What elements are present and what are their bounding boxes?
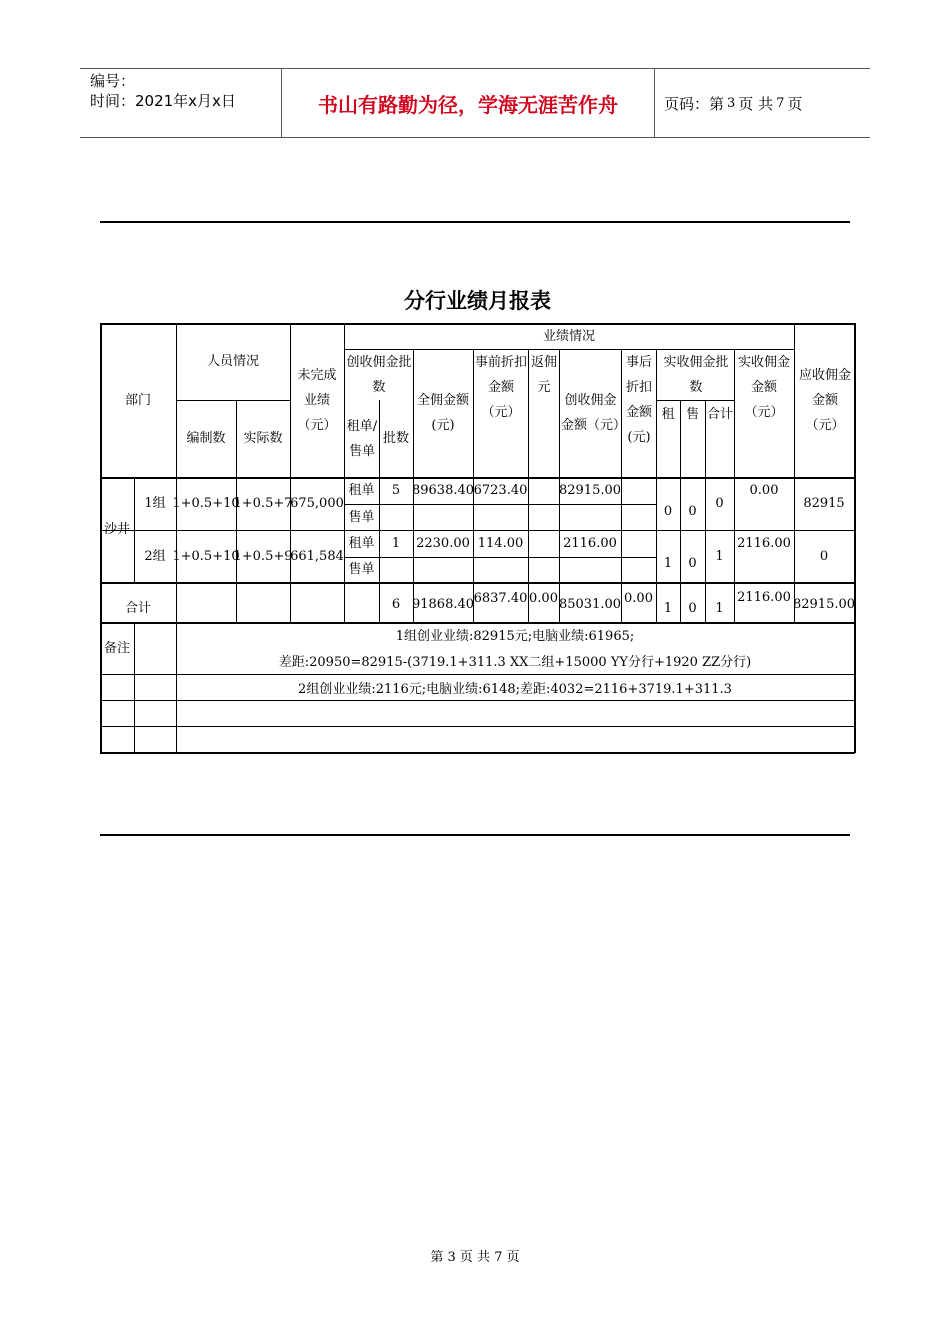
group1-sale-label: 售单 — [348, 509, 375, 525]
group2-full-amount: 2230.00 — [416, 536, 470, 551]
header-full-amount: 全佣金额(元) — [416, 393, 469, 433]
group2-pre-discount: 114.00 — [477, 536, 524, 551]
group1-unfinished: 675,000 — [290, 496, 344, 511]
group2-ab-rent: 1 — [663, 556, 673, 571]
group1-pre-discount: 6723.40 — [473, 483, 528, 498]
header-ab-rent: 租 — [661, 407, 675, 422]
group1-ab-total: 0 — [715, 495, 724, 511]
header-staff-quota: 编制数 — [186, 431, 226, 446]
header-staff: 人员情况 — [206, 354, 259, 369]
group2-rent-label: 租单 — [348, 536, 375, 551]
remark-2 — [176, 674, 854, 700]
divider-bottom — [100, 834, 850, 836]
page-end: 页 — [787, 94, 803, 113]
remark-1-line-1: 1组创业业绩:82915元;电脑业绩:61965; — [395, 629, 635, 644]
number-label: 编号： — [90, 72, 136, 90]
group1-generated: 82915.00 — [558, 483, 622, 498]
header-staff-actual: 实际数 — [243, 431, 283, 446]
page-label: 页码：第 — [664, 94, 725, 113]
group2-actual: 1+0.5+9 — [233, 548, 293, 564]
total-post-discount: 0.00 — [624, 591, 653, 606]
total-ab-sale: 0 — [688, 601, 697, 616]
header-generated: 创收佣金金额（元） — [561, 393, 627, 433]
page-indicator — [664, 69, 802, 137]
group2-generated: 2116.00 — [563, 536, 617, 551]
group2-rent-batches: 1 — [391, 536, 401, 551]
group2-name: 2组 — [144, 548, 166, 564]
header-ab-sale: 售 — [685, 407, 699, 422]
total-receivable: 82915.00 — [792, 597, 856, 612]
header-actual-amount: 实收佣金金额（元） — [737, 355, 790, 420]
document-header — [80, 68, 870, 138]
total-generated: 85031.00 — [558, 597, 622, 612]
group1-rent-batches: 5 — [391, 483, 401, 498]
group2-sale-label: 售单 — [348, 562, 375, 577]
group1-rent-label: 租单 — [348, 483, 375, 498]
header-receivable: 应收佣金金额（元） — [798, 367, 851, 433]
header-ab-total: 合计 — [707, 407, 734, 422]
group1-full-amount: 89638.40 — [411, 483, 475, 498]
total-actual-amount: 2116.00 — [737, 590, 791, 605]
branch-name: 沙井 — [103, 522, 130, 537]
total-label: 合计 — [124, 601, 151, 616]
header-batches: 创收佣金批数 — [346, 355, 412, 395]
header-batch-count: 批数 — [382, 431, 409, 446]
group2-actual-amount: 2116.00 — [737, 536, 791, 551]
group2-unfinished: 661,584 — [290, 548, 344, 564]
page-mid: 页 共 — [738, 94, 774, 113]
header-meta — [90, 71, 236, 111]
divider-top — [100, 221, 850, 223]
page-title: 分行业绩月报表 — [404, 289, 551, 313]
group1-ab-rent: 0 — [663, 504, 673, 519]
group2-ab-total: 1 — [715, 548, 724, 564]
group2-quota: 1+0.5+10 — [172, 548, 240, 564]
header-divider — [654, 69, 655, 137]
group2-ab-sale: 0 — [688, 556, 697, 571]
group1-actual-amount: 0.00 — [749, 483, 779, 498]
header-actual-batches: 实收佣金批数 — [663, 355, 729, 395]
remark-1-line-2: 差距:20950=82915-(3719.1+311.3 XX二组+15000 YY分行+1920 ZZ分行) — [278, 655, 752, 670]
header-performance: 业绩情况 — [542, 328, 595, 344]
group1-quota: 1+0.5+10 — [172, 496, 240, 511]
report-table — [100, 323, 855, 753]
header-post-discount: 事后折扣金额(元) — [625, 355, 652, 445]
total-ab-total: 1 — [715, 601, 724, 616]
page-current: 3 — [727, 95, 736, 111]
group1-actual: 1+0.5+7 — [233, 496, 293, 511]
total-ab-rent: 1 — [663, 601, 673, 616]
time-label: 时间：2021年x月x日 — [90, 92, 236, 110]
header-unfinished: 未完成业绩（元） — [297, 367, 337, 433]
motto: 书山有路勤为径，学海无涯苦作舟 — [318, 92, 618, 117]
total-rebate: 0.00 — [529, 591, 558, 606]
header-rebate: 返佣元 — [530, 355, 557, 395]
total-full-amount: 91868.40 — [411, 597, 475, 612]
group1-name: 1组 — [144, 496, 166, 511]
total-pre-discount: 6837.40 — [473, 591, 528, 606]
group1-ab-sale: 0 — [688, 504, 697, 519]
remarks-label: 备注 — [103, 640, 130, 656]
group1-receivable: 82915 — [803, 496, 845, 511]
remark-2-line: 2组创业业绩:2116元;电脑业绩:6148;差距:4032=2116+3719.1+311.3 — [298, 682, 732, 697]
header-dept: 部门 — [124, 392, 151, 408]
page-total: 7 — [776, 95, 785, 111]
group2-receivable: 0 — [819, 548, 829, 564]
total-batches: 6 — [391, 597, 401, 612]
remark-1 — [176, 622, 854, 674]
page-footer: 第 3 页 共 7 页 — [430, 1250, 520, 1265]
header-rent-sale: 租单/售单 — [346, 418, 378, 459]
header-pre-discount: 事前折扣金额（元） — [475, 355, 528, 420]
